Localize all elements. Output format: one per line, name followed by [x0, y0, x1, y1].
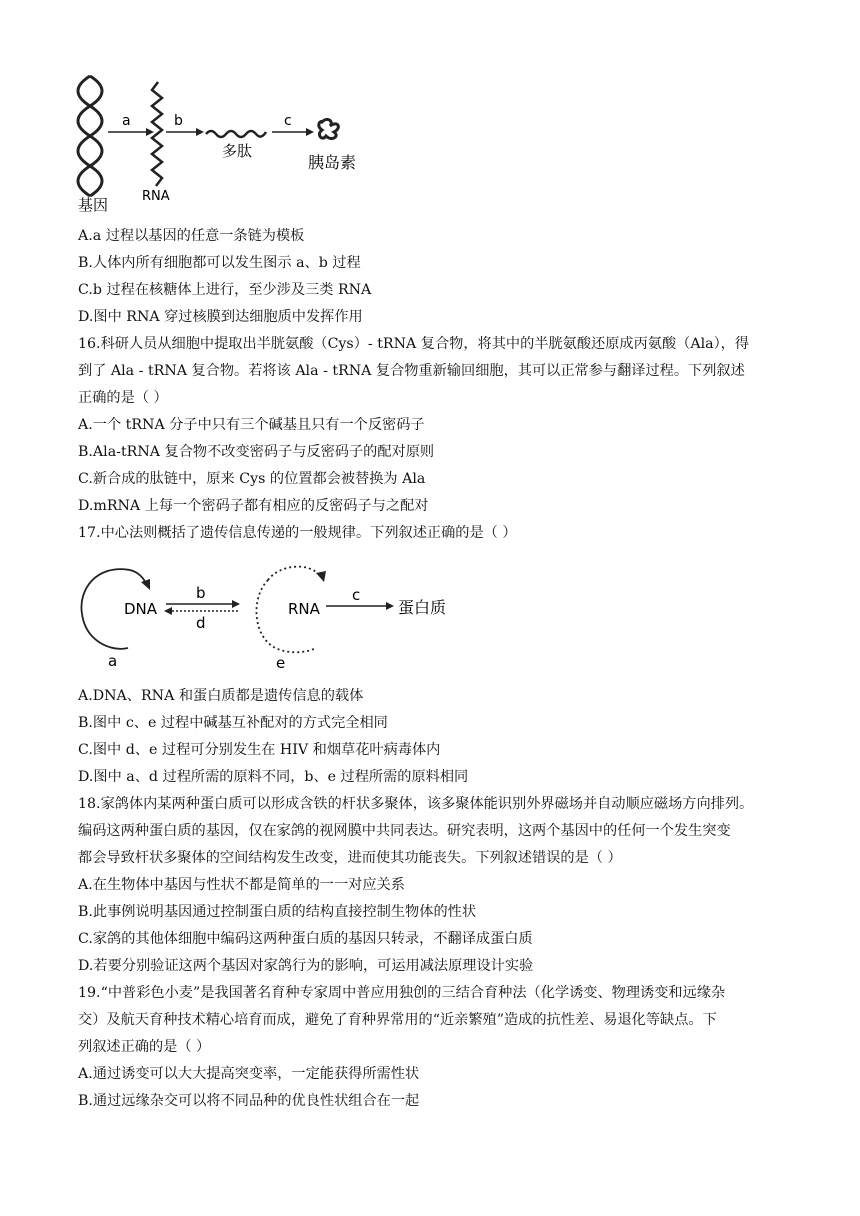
arrow-c-head [306, 128, 314, 136]
q16-stem-line-1: 16.科研人员从细胞中提取出半胱氨酸（Cys）- tRNA 复合物，将其中的半胱氨酸还原成丙氨酸（Ala），得 [78, 336, 750, 352]
q18-option-c: C.家鸽的其他体细胞中编码这两种蛋白质的基因只转录，不翻译成蛋白质 [78, 931, 533, 947]
central-dogma-diagram [72, 558, 462, 676]
label-c: c [284, 113, 292, 129]
q16-option-d: D.mRNA 上每一个密码子都有相应的反密码子与之配对 [78, 498, 429, 514]
arrow-c-head [386, 602, 394, 610]
label-b: b [174, 113, 183, 129]
q15-option-a: A.a 过程以基因的任意一条链为模板 [78, 228, 305, 244]
q19-stem-line-3: 列叙述正确的是（ ） [78, 1039, 211, 1055]
loop-e-arrowhead [316, 571, 326, 582]
q17-option-a: A.DNA、RNA 和蛋白质都是遗传信息的载体 [78, 688, 364, 704]
q17-option-c: C.图中 d、e 过程可分别发生在 HIV 和烟草花叶病毒体内 [78, 742, 441, 758]
label-a: a [122, 113, 131, 129]
q16-stem-line-2: 到了 Ala - tRNA 复合物。若将该 Ala - tRNA 复合物重新输回细胞，其可以正常参与翻译过程。下列叙述 [78, 363, 745, 379]
loop-a-arrowhead [141, 579, 150, 590]
label-insulin: 胰岛素 [308, 153, 357, 172]
q19-stem-line-1: 19.“中普彩色小麦”是我国著名育种专家周中普应用独创的三结合育种法（化学诱变、物理诱变和远缘杂 [78, 985, 726, 1001]
q18-stem-line-1: 18.家鸽体内某两种蛋白质可以形成含铁的杆状多聚体，该多聚体能识别外界磁场并自动顺应磁场方向排列。 [78, 796, 754, 812]
label-gene: 基因 [78, 196, 109, 214]
q17-option-b: B.图中 c、e 过程中碱基互补配对的方式完全相同 [78, 715, 388, 731]
dna-helix-strand-2 [78, 76, 102, 196]
q16-stem-line-3: 正确的是（ ） [78, 390, 168, 406]
arrow-d-head [164, 607, 172, 615]
label-rna: RNA [288, 600, 320, 618]
label-d: d [196, 614, 206, 632]
loop-e-upper [268, 567, 320, 580]
label-c: c [352, 586, 361, 604]
label-a: a [108, 652, 118, 670]
q18-option-b: B.此事例说明基因通过控制蛋白质的结构直接控制生物体的性状 [78, 904, 477, 920]
label-b: b [196, 584, 206, 602]
q16-option-a: A.一个 tRNA 分子中只有三个碱基且只有一个反密码子 [78, 417, 425, 433]
label-e: e [276, 654, 286, 672]
q16-option-b: B.Ala-tRNA 复合物不改变密码子与反密码子的配对原则 [78, 444, 435, 460]
label-protein: 蛋白质 [398, 598, 447, 617]
insulin-shape [319, 119, 339, 138]
q15-option-b: B.人体内所有细胞都可以发生图示 a、b 过程 [78, 255, 361, 271]
q19-option-b: B.通过远缘杂交可以将不同品种的优良性状组合在一起 [78, 1093, 420, 1109]
peptide-chain [206, 131, 266, 137]
label-dna: DNA [124, 600, 158, 618]
central-dogma-figure [72, 558, 462, 676]
q19-option-a: A.通过诱变可以大大提高突变率，一定能获得所需性状 [78, 1066, 420, 1082]
rna-strand [152, 82, 162, 186]
q17-stem: 17.中心法则概括了遗传信息传递的一般规律。下列叙述正确的是（ ） [78, 525, 517, 541]
gene-expression-figure [72, 72, 372, 214]
q18-stem-line-2: 编码这两种蛋白质的基因，仅在家鸽的视网膜中共同表达。研究表明，这两个基因中的任何一个发生突变 [78, 823, 731, 839]
label-rna: RNA [142, 189, 170, 204]
q18-option-a: A.在生物体中基因与性状不都是简单的一一对应关系 [78, 877, 405, 893]
q18-stem-line-3: 都会导致杆状多聚体的空间结构发生改变，进而使其功能丧失。下列叙述错误的是（ ） [78, 850, 622, 866]
gene-expression-diagram [72, 72, 372, 214]
q15-option-d: D.图中 RNA 穿过核膜到达细胞质中发挥作用 [78, 309, 363, 325]
q19-stem-line-2: 交）及航天育种技术精心培育而成，避免了育种界常用的“近亲繁殖”造成的抗性差、易退化等缺点。下 [78, 1012, 717, 1028]
loop-a [81, 569, 130, 649]
q18-option-d: D.若要分别验证这两个基因对家鸽行为的影响，可运用减法原理设计实验 [78, 958, 534, 974]
arrow-b-head [232, 600, 240, 608]
q16-option-c: C.新合成的肽链中，原来 Cys 的位置都会被替换为 Ala [78, 471, 426, 487]
arrow-a-head [146, 128, 154, 136]
label-peptide: 多肽 [222, 142, 253, 160]
q17-option-d: D.图中 a、d 过程所需的原料不同，b、e 过程所需的原料相同 [78, 769, 469, 785]
arrow-b-head [196, 128, 204, 136]
q15-option-c: C.b 过程在核糖体上进行，至少涉及三类 RNA [78, 282, 372, 298]
